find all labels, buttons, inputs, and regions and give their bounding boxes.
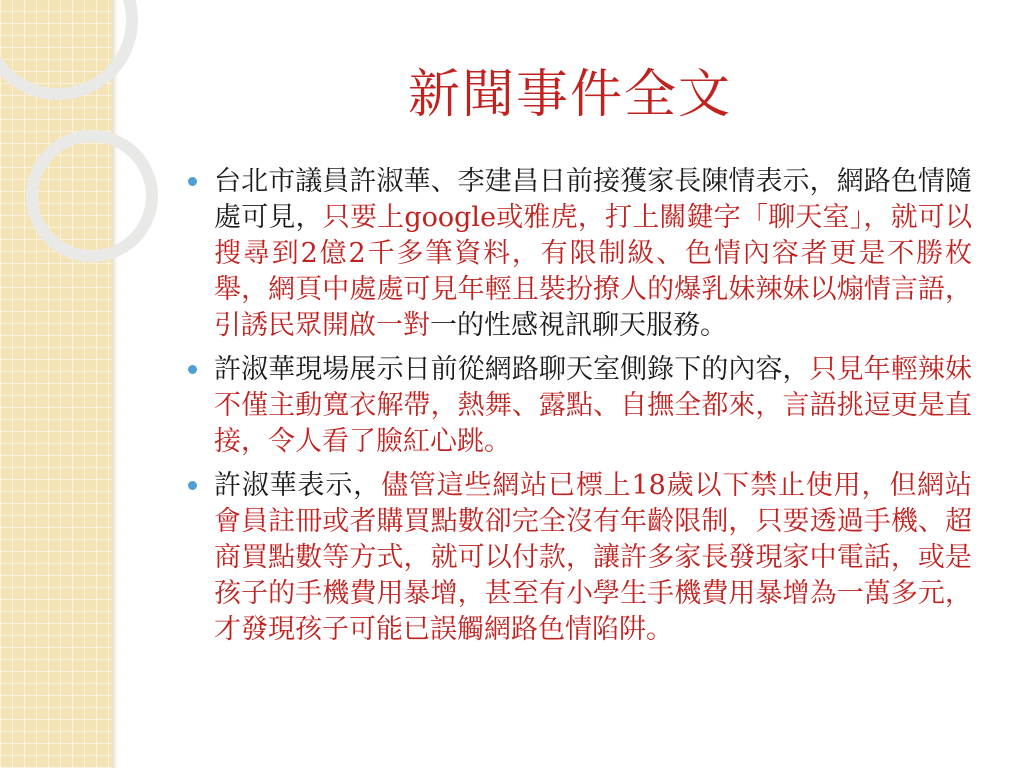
list-item — [186, 468, 972, 648]
bullet-text-highlight: 儘管這些網站已標上18歲以下禁止使用，但網站會員註冊或者購買點數卻完全沒有年齡限制，只要透過手機、超商買點數等方式，就可以付款，讓許多家長發現家中電話，或是孩子的手機費用暴增，甚至有小學生手機費用暴增為一萬多元，才發現孩子可能已誤觸網路色情陷阱。 — [214, 470, 973, 645]
bullet-dot-icon — [188, 481, 197, 490]
ring-bottom — [32, 136, 152, 256]
bullet-text-plain: 台北市議員許淑華、李建昌日前接獲家長陳情表示，網路色情隨處可見， — [214, 166, 972, 233]
bullet-dot-icon — [188, 365, 197, 374]
ring-top — [0, 0, 132, 94]
bullet-dot-icon — [188, 177, 197, 186]
list-item — [186, 352, 972, 460]
bullet-text-plain: 許淑華表示， — [214, 470, 381, 501]
bullet-text-plain: 許淑華現場展示日前從網路聊天室側錄下的內容， — [214, 354, 810, 385]
bullet-text-highlight: 只見年輕辣妹不僅主動寬衣解帶，熱舞、露點、自撫全都來，言語挑逗更是直接，令人看了臉紅心跳。 — [214, 354, 973, 457]
page-title: 新聞事件全文 — [407, 65, 732, 125]
bullet-text-highlight: 只要上google或雅虎，打上關鍵字「聊天室」，就可以搜尋到2億2千多筆資料，有限制級、色情內容者更是不勝枚舉，網頁中處處可見年輕且裝扮撩人的爆乳妹辣妹以煽情言語，引誘民眾開啟一對 — [214, 202, 973, 341]
decorative-rings — [0, 0, 200, 320]
bullet-list — [186, 164, 972, 656]
list-item — [186, 164, 972, 344]
bullet-text-plain: 一的性感視訊聊天服務。 — [430, 310, 727, 341]
